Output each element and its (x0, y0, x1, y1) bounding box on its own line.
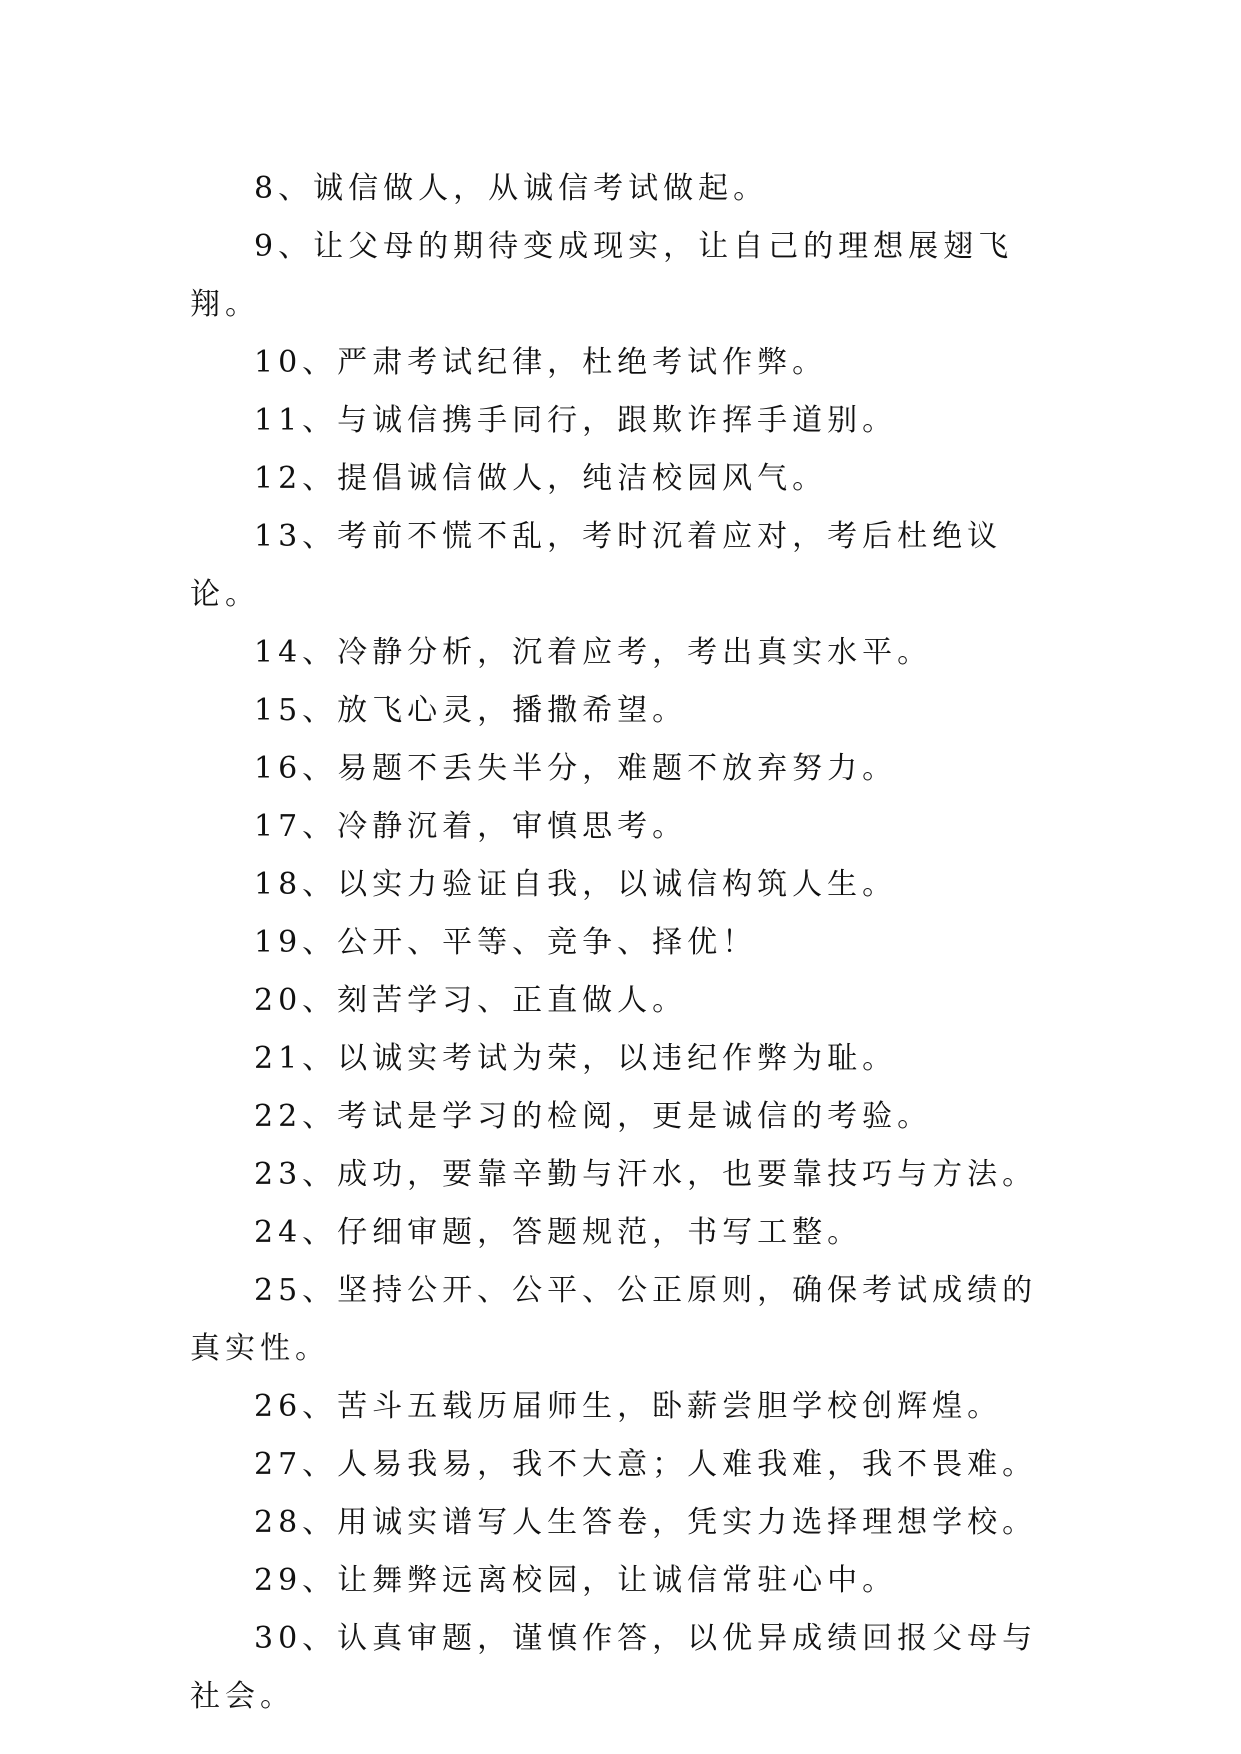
list-item: 11、与诚信携手同行，跟欺诈挥手道别。 (254, 403, 898, 438)
list-item: 14、冷静分析，沉着应考，考出真实水平。 (254, 635, 933, 670)
list-item: 22、考试是学习的检阅，更是诚信的考验。 (254, 1099, 933, 1134)
list-item: 10、严肃考试纪律，杜绝考试作弊。 (254, 345, 828, 380)
list-item: 18、以实力验证自我，以诚信构筑人生。 (254, 867, 898, 902)
list-item: 19、公开、平等、竞争、择优！ (254, 925, 758, 960)
list-item: 23、成功，要靠辛勤与汗水，也要靠技巧与方法。 (254, 1157, 1038, 1192)
slogan-list (190, 160, 1050, 1726)
list-item: 13、考前不慌不乱，考时沉着应对，考后杜绝议论。 (190, 519, 1003, 612)
list-item: 12、提倡诚信做人，纯洁校园风气。 (254, 461, 828, 496)
list-item: 26、苦斗五载历届师生，卧薪尝胆学校创辉煌。 (254, 1389, 1003, 1424)
list-item: 29、让舞弊远离校园，让诚信常驻心中。 (254, 1563, 898, 1598)
list-item: 20、刻苦学习、正直做人。 (254, 983, 688, 1018)
list-item: 9、让父母的期待变成现实，让自己的理想展翅飞翔。 (190, 229, 1014, 322)
list-item: 8、诚信做人，从诚信考试做起。 (254, 171, 769, 206)
list-item: 15、放飞心灵，播撒希望。 (254, 693, 688, 728)
list-item: 30、认真审题，谨慎作答，以优异成绩回报父母与社会。 (190, 1621, 1038, 1714)
list-item: 24、仔细审题，答题规范，书写工整。 (254, 1215, 863, 1250)
list-item: 25、坚持公开、公平、公正原则，确保考试成绩的真实性。 (190, 1273, 1038, 1366)
list-item: 28、用诚实谱写人生答卷，凭实力选择理想学校。 (254, 1505, 1038, 1540)
list-item: 16、易题不丢失半分，难题不放弃努力。 (254, 751, 898, 786)
list-item: 27、人易我易，我不大意；人难我难，我不畏难。 (254, 1447, 1038, 1482)
list-item: 21、以诚实考试为荣，以违纪作弊为耻。 (254, 1041, 898, 1076)
list-item: 17、冷静沉着，审慎思考。 (254, 809, 688, 844)
